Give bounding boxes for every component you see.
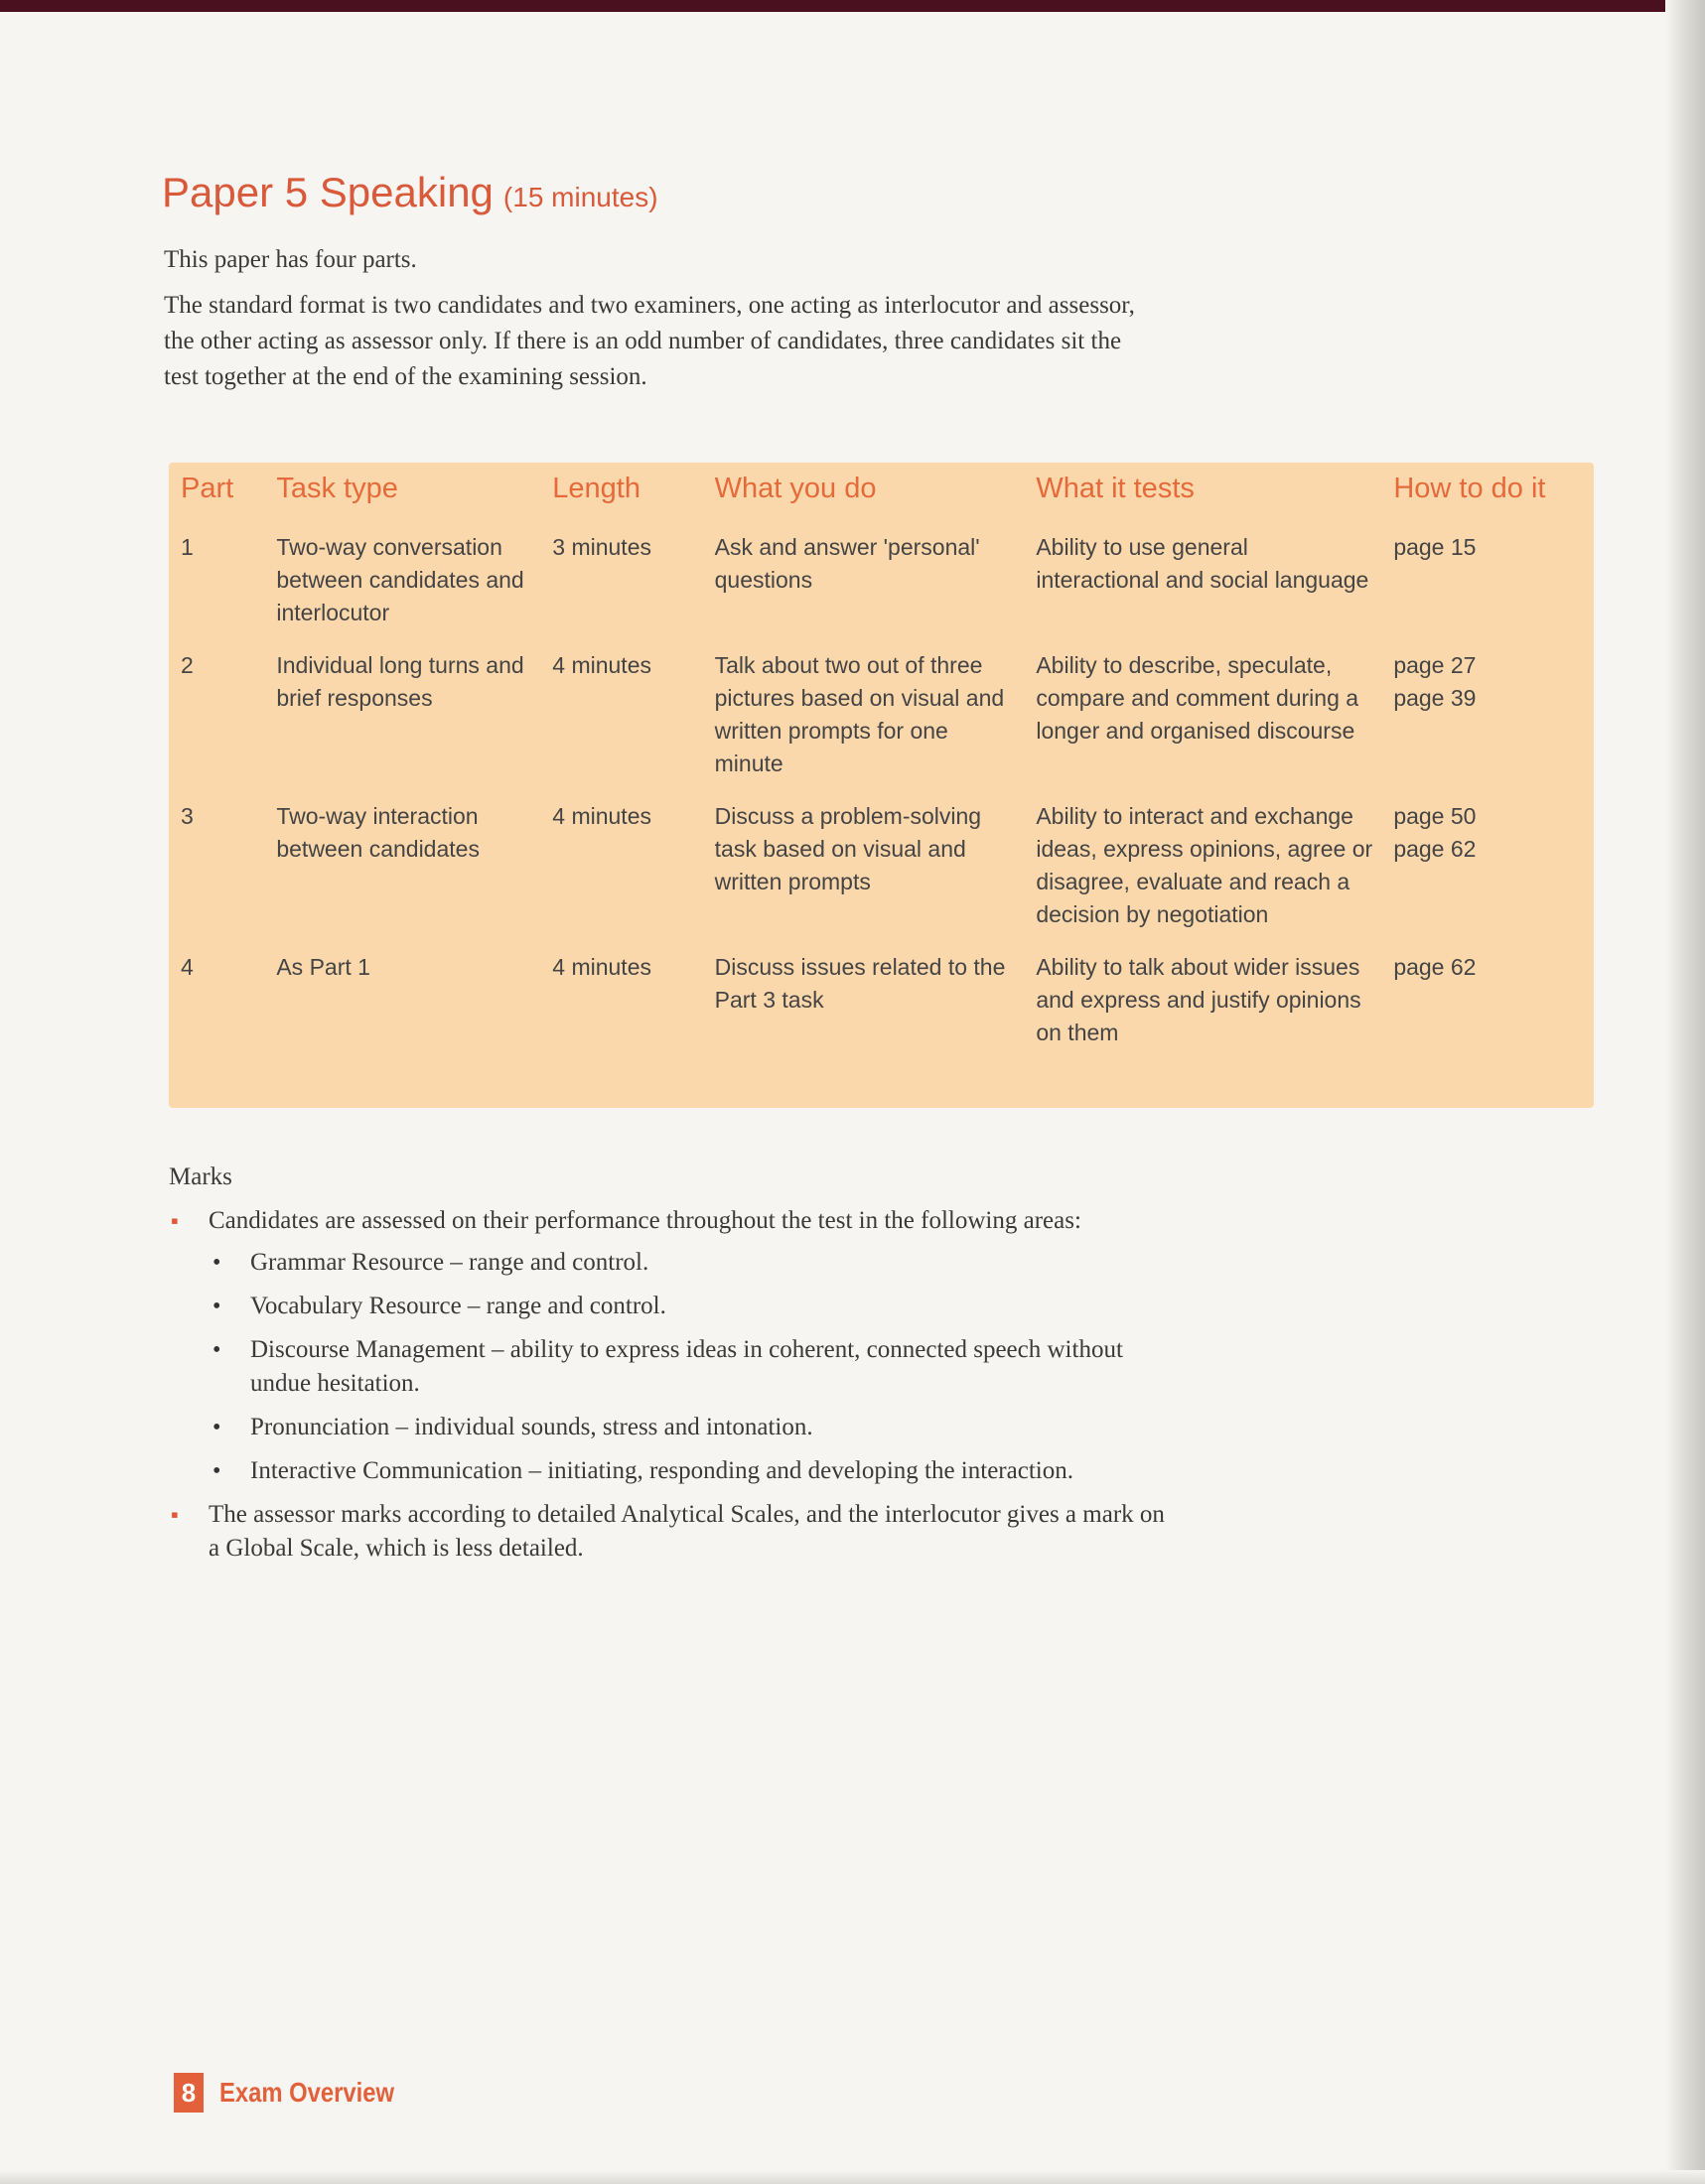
cell-task-type: Individual long turns and brief responses — [276, 652, 524, 711]
cell-what-you-do: Discuss issues related to the Part 3 task — [714, 954, 1006, 1013]
cell-part: 2 — [181, 652, 194, 678]
page-footer — [174, 2073, 425, 2113]
bullet-dot-icon: • — [213, 1337, 221, 1363]
speaking-parts-table — [169, 463, 1594, 1055]
header-what-it-tests: What it tests — [1036, 473, 1195, 504]
cell-how-to-do-it: page 15 — [1393, 534, 1477, 560]
criteria-text: Pronunciation – individual sounds, stress and intonation. — [250, 1414, 813, 1440]
intro-paragraph-1: This paper has four parts. — [164, 246, 417, 273]
header-what-you-do: What you do — [714, 473, 877, 504]
red-bullet-icon: ▪ — [171, 1502, 179, 1527]
criteria-text: Vocabulary Resource – range and control. — [250, 1293, 666, 1319]
top-rule — [0, 0, 1678, 12]
criteria-text: Grammar Resource – range and control. — [250, 1249, 649, 1276]
criteria-item — [209, 1454, 1182, 1488]
bullet-dot-icon: • — [213, 1458, 221, 1484]
header-part: Part — [181, 473, 234, 504]
table-row — [169, 517, 1594, 635]
title-main: Paper 5 Speaking — [162, 169, 494, 215]
cell-part: 3 — [181, 803, 194, 829]
cell-task-type: As Part 1 — [276, 954, 370, 980]
marks-heading: Marks — [169, 1163, 232, 1190]
criteria-text: Interactive Communication – initiating, responding and developing the interaction. — [250, 1457, 1073, 1484]
criteria-item — [209, 1246, 1182, 1280]
page-title — [162, 169, 658, 216]
cell-what-it-tests: Ability to describe, speculate, compare and comment during a longer and organised discourse — [1036, 652, 1359, 744]
bullet-dot-icon: • — [213, 1415, 221, 1440]
section-title: Exam Overview — [219, 2077, 394, 2108]
cell-how-to-do-it: page 50 page 62 — [1393, 803, 1477, 862]
table-header-row — [169, 463, 1594, 517]
criteria-item — [209, 1333, 1182, 1401]
cell-length: 4 minutes — [552, 954, 651, 980]
cell-task-type: Two-way conversation between candidates and interlocutor — [276, 534, 524, 625]
criteria-item — [209, 1290, 1182, 1323]
page-number: 8 — [174, 2073, 204, 2113]
cell-part: 4 — [181, 954, 194, 980]
cell-what-you-do: Talk about two out of three pictures based on visual and written prompts for one minute — [714, 652, 1005, 776]
cell-what-you-do: Discuss a problem-solving task based on visual and written prompts — [714, 803, 982, 894]
marks-bullet-assessment — [169, 1204, 1182, 1488]
table-row — [169, 786, 1594, 937]
red-bullet-icon: ▪ — [171, 1208, 179, 1233]
cell-part: 1 — [181, 534, 194, 560]
criteria-item — [209, 1411, 1182, 1444]
title-duration: (15 minutes) — [502, 182, 658, 212]
table-row — [169, 937, 1594, 1055]
cell-how-to-do-it: page 62 — [1393, 954, 1477, 980]
bullet-dot-icon: • — [213, 1294, 221, 1319]
header-task-type: Task type — [276, 473, 398, 504]
marks-bullet-text: Candidates are assessed on their performance throughout the test in the following areas: — [209, 1207, 1081, 1234]
header-how-to-do-it: How to do it — [1393, 473, 1546, 504]
intro-paragraph-2: The standard format is two candidates and two examiners, one acting as interlocutor and assessor, the other acting as assessor only. If there is an odd number of candidates, three candidates sit the test together at the end of the examining session. — [164, 292, 1135, 390]
criteria-list — [209, 1246, 1182, 1488]
cell-length: 4 minutes — [552, 803, 651, 829]
marks-bullet-text: The assessor marks according to detailed Analytical Scales, and the interlocutor gives a mark on a Global Scale, which is less detailed. — [209, 1501, 1165, 1562]
page-bottom-shadow — [0, 2170, 1705, 2184]
marks-bullet-scales — [169, 1498, 1182, 1566]
criteria-text: Discourse Management – ability to express ideas in coherent, connected speech without undue hesitation. — [250, 1336, 1123, 1397]
cell-how-to-do-it: page 27 page 39 — [1393, 652, 1477, 711]
cell-length: 4 minutes — [552, 652, 651, 678]
page-edge-shadow — [1665, 0, 1705, 2184]
marks-list — [169, 1204, 1182, 1575]
cell-task-type: Two-way interaction between candidates — [276, 803, 480, 862]
cell-what-you-do: Ask and answer 'personal' questions — [714, 534, 980, 593]
header-length: Length — [552, 473, 640, 504]
cell-what-it-tests: Ability to interact and exchange ideas, express opinions, agree or disagree, evaluate and reach a decision by negotiation — [1036, 803, 1373, 927]
bullet-dot-icon: • — [213, 1250, 221, 1276]
cell-length: 3 minutes — [552, 534, 651, 560]
table-row — [169, 635, 1594, 786]
cell-what-it-tests: Ability to talk about wider issues and express and justify opinions on them — [1036, 954, 1361, 1045]
cell-what-it-tests: Ability to use general interactional and social language — [1036, 534, 1369, 593]
